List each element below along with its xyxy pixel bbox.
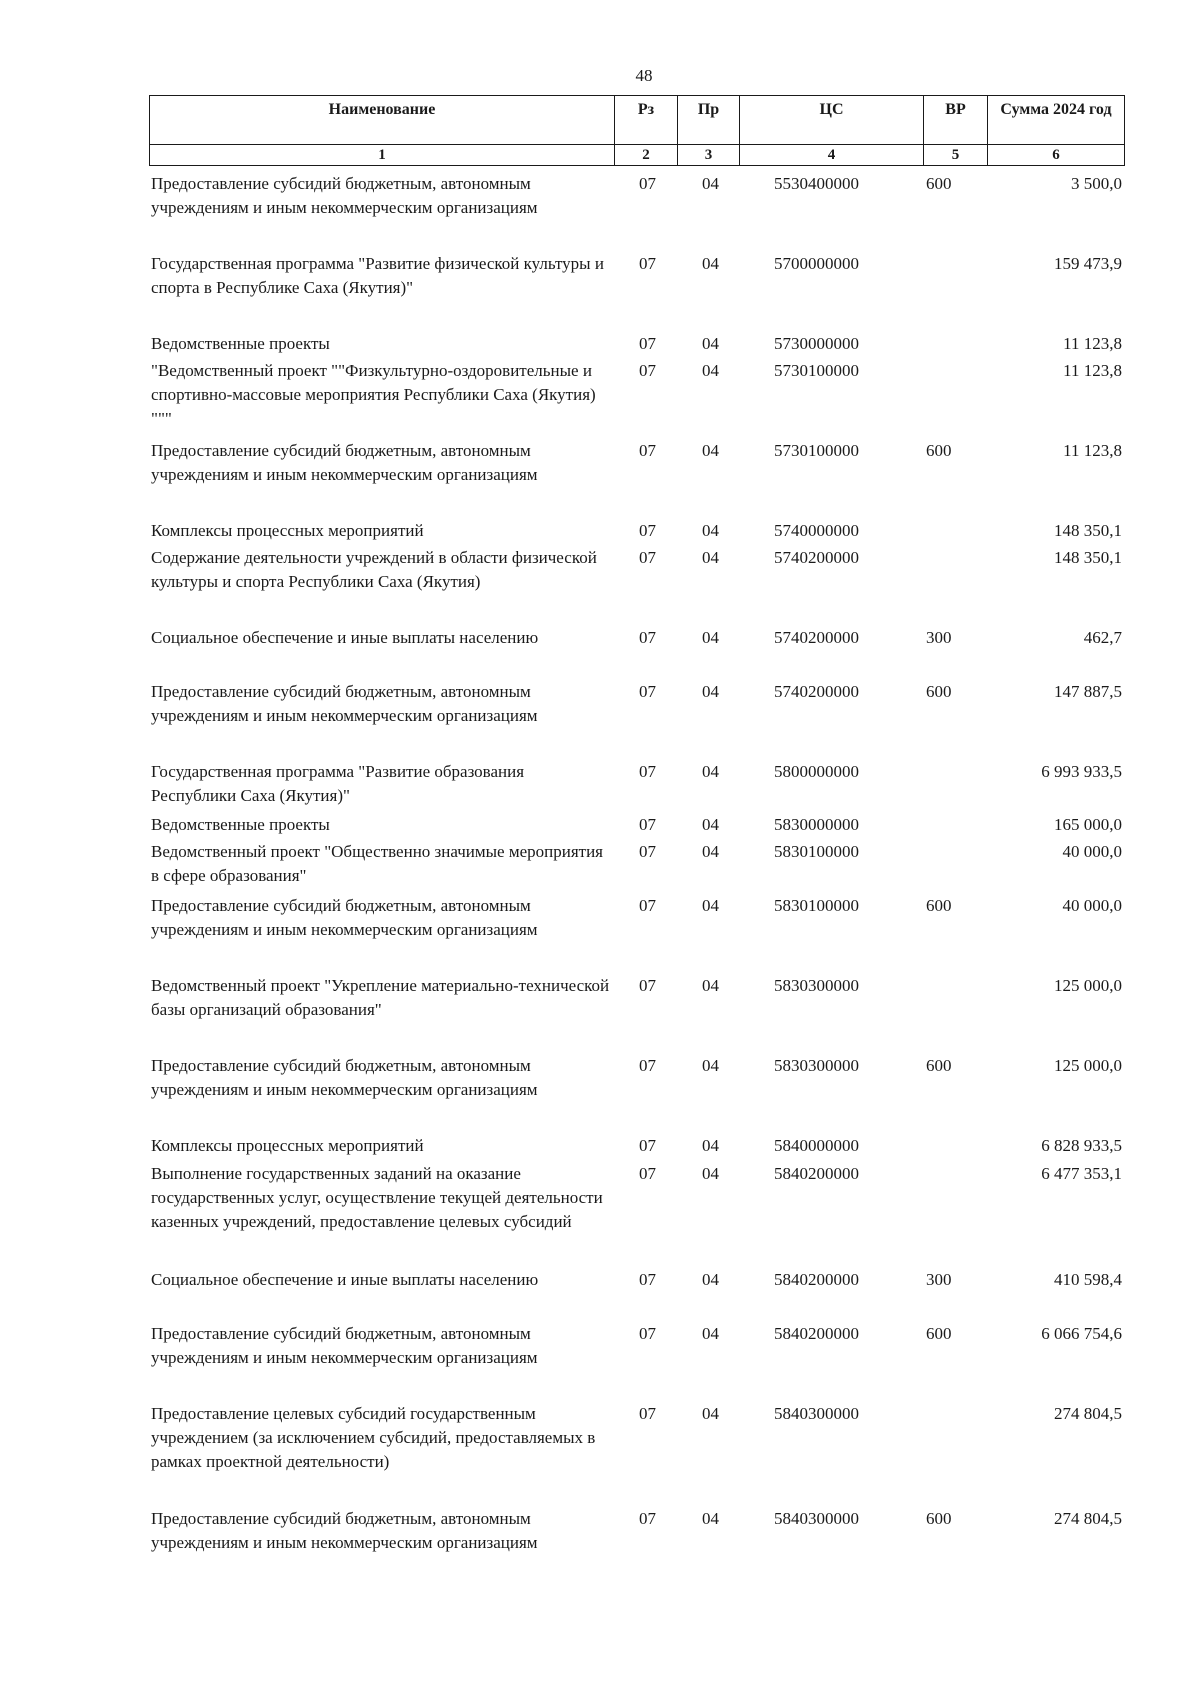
row-sum: 11 123,8 xyxy=(1063,361,1122,380)
row-pr: 04 xyxy=(702,1056,719,1075)
row-cs: 5740200000 xyxy=(774,628,859,647)
row-pr: 04 xyxy=(702,548,719,567)
header-rz: Рз xyxy=(615,96,678,145)
row-sum: 6 066 754,6 xyxy=(1041,1324,1122,1343)
row-vr: 600 xyxy=(926,1056,952,1075)
header-name: Наименование xyxy=(150,96,615,145)
row-rz: 07 xyxy=(639,1136,656,1155)
row-name: Государственная программа "Развитие физической культуры и спорта в Республике Саха (Якутия)" xyxy=(151,254,604,297)
row-rz: 07 xyxy=(639,1509,656,1528)
row-cs: 5740200000 xyxy=(774,548,859,567)
row-cs: 5840300000 xyxy=(774,1404,859,1423)
row-cs: 5840200000 xyxy=(774,1164,859,1183)
row-vr: 300 xyxy=(926,1270,952,1289)
row-sum: 159 473,9 xyxy=(1054,254,1122,273)
row-rz: 07 xyxy=(639,976,656,995)
row-sum: 11 123,8 xyxy=(1063,441,1122,460)
row-rz: 07 xyxy=(639,1164,656,1183)
row-pr: 04 xyxy=(702,1136,719,1155)
row-vr: 600 xyxy=(926,174,952,193)
row-sum: 125 000,0 xyxy=(1054,1056,1122,1075)
row-sum: 410 598,4 xyxy=(1054,1270,1122,1289)
row-pr: 04 xyxy=(702,1164,719,1183)
row-vr: 600 xyxy=(926,896,952,915)
row-sum: 148 350,1 xyxy=(1054,548,1122,567)
row-rz: 07 xyxy=(639,842,656,861)
row-cs: 5840200000 xyxy=(774,1270,859,1289)
row-rz: 07 xyxy=(639,361,656,380)
row-name: Предоставление субсидий бюджетным, автономным учреждениям и иным некоммерческим организациям xyxy=(151,441,538,484)
row-pr: 04 xyxy=(702,762,719,781)
row-vr: 600 xyxy=(926,682,952,701)
row-cs: 5740000000 xyxy=(774,521,859,540)
row-name: Предоставление субсидий бюджетным, автономным учреждениям и иным некоммерческим организациям xyxy=(151,1509,538,1552)
row-pr: 04 xyxy=(702,842,719,861)
row-rz: 07 xyxy=(639,1324,656,1343)
row-rz: 07 xyxy=(639,896,656,915)
row-name: Предоставление субсидий бюджетным, автономным учреждениям и иным некоммерческим организациям xyxy=(151,1056,538,1099)
row-rz: 07 xyxy=(639,441,656,460)
row-rz: 07 xyxy=(639,815,656,834)
row-sum: 462,7 xyxy=(1083,628,1122,647)
row-cs: 5840300000 xyxy=(774,1509,859,1528)
row-sum: 6 993 933,5 xyxy=(1041,762,1122,781)
row-pr: 04 xyxy=(702,896,719,915)
header-number-5: 5 xyxy=(924,145,988,166)
row-name: Предоставление целевых субсидий государственным учреждением (за исключением субсидий, предоставляемых в рамках проектной деятельности) xyxy=(151,1404,596,1471)
header-number-2: 2 xyxy=(615,145,678,166)
row-cs: 5730000000 xyxy=(774,334,859,353)
row-cs: 5730100000 xyxy=(774,361,859,380)
header-pr: Пр xyxy=(678,96,740,145)
row-name: Ведомственные проекты xyxy=(151,815,330,834)
row-sum: 3 500,0 xyxy=(1071,174,1122,193)
row-pr: 04 xyxy=(702,1324,719,1343)
row-name: Ведомственный проект "Укрепление материально-технической базы организаций образования" xyxy=(151,976,610,1019)
row-pr: 04 xyxy=(702,1404,719,1423)
row-name: Ведомственный проект "Общественно значимые мероприятия в сфере образования" xyxy=(151,842,604,885)
row-pr: 04 xyxy=(702,334,719,353)
row-rz: 07 xyxy=(639,762,656,781)
row-rz: 07 xyxy=(639,174,656,193)
row-pr: 04 xyxy=(702,174,719,193)
header-number-4: 4 xyxy=(740,145,924,166)
row-sum: 40 000,0 xyxy=(1062,896,1122,915)
row-pr: 04 xyxy=(702,1270,719,1289)
row-pr: 04 xyxy=(702,682,719,701)
header-cs: ЦС xyxy=(740,96,924,145)
row-cs: 5830300000 xyxy=(774,1056,859,1075)
header-number-6: 6 xyxy=(988,145,1125,166)
row-pr: 04 xyxy=(702,441,719,460)
row-cs: 5700000000 xyxy=(774,254,859,273)
row-name: Социальное обеспечение и иные выплаты населению xyxy=(151,1270,539,1289)
row-sum: 11 123,8 xyxy=(1063,334,1122,353)
row-name: Государственная программа "Развитие образования Республики Саха (Якутия)" xyxy=(151,762,525,805)
row-name: Предоставление субсидий бюджетным, автономным учреждениям и иным некоммерческим организациям xyxy=(151,1324,538,1367)
row-cs: 5730100000 xyxy=(774,441,859,460)
row-pr: 04 xyxy=(702,361,719,380)
row-cs: 5830300000 xyxy=(774,976,859,995)
row-rz: 07 xyxy=(639,521,656,540)
row-name: Комплексы процессных мероприятий xyxy=(151,521,424,540)
row-rz: 07 xyxy=(639,254,656,273)
row-name: Предоставление субсидий бюджетным, автономным учреждениям и иным некоммерческим организациям xyxy=(151,896,538,939)
table-header xyxy=(149,95,1124,166)
row-name: "Ведомственный проект ""Физкультурно-оздоровительные и спортивно-массовые мероприятия Республики Саха (Якутия) """ xyxy=(151,361,596,428)
row-cs: 5830000000 xyxy=(774,815,859,834)
row-pr: 04 xyxy=(702,815,719,834)
row-vr: 600 xyxy=(926,1324,952,1343)
row-cs: 5530400000 xyxy=(774,174,859,193)
row-sum: 6 477 353,1 xyxy=(1041,1164,1122,1183)
row-rz: 07 xyxy=(639,628,656,647)
row-sum: 148 350,1 xyxy=(1054,521,1122,540)
row-sum: 6 828 933,5 xyxy=(1041,1136,1122,1155)
row-pr: 04 xyxy=(702,1509,719,1528)
row-sum: 125 000,0 xyxy=(1054,976,1122,995)
row-cs: 5740200000 xyxy=(774,682,859,701)
row-vr: 600 xyxy=(926,441,952,460)
header-number-1: 1 xyxy=(150,145,615,166)
row-rz: 07 xyxy=(639,1270,656,1289)
row-name: Комплексы процессных мероприятий xyxy=(151,1136,424,1155)
row-name: Предоставление субсидий бюджетным, автономным учреждениям и иным некоммерческим организациям xyxy=(151,682,538,725)
row-name: Содержание деятельности учреждений в области физической культуры и спорта Республики Саха (Якутия) xyxy=(151,548,597,591)
row-cs: 5800000000 xyxy=(774,762,859,781)
row-rz: 07 xyxy=(639,1404,656,1423)
row-sum: 40 000,0 xyxy=(1062,842,1122,861)
row-vr: 600 xyxy=(926,1509,952,1528)
row-pr: 04 xyxy=(702,976,719,995)
row-cs: 5830100000 xyxy=(774,842,859,861)
row-rz: 07 xyxy=(639,1056,656,1075)
header-number-3: 3 xyxy=(678,145,740,166)
row-name: Предоставление субсидий бюджетным, автономным учреждениям и иным некоммерческим организациям xyxy=(151,174,538,217)
row-name: Ведомственные проекты xyxy=(151,334,330,353)
row-rz: 07 xyxy=(639,682,656,701)
row-cs: 5840200000 xyxy=(774,1324,859,1343)
row-sum: 165 000,0 xyxy=(1054,815,1122,834)
row-name: Социальное обеспечение и иные выплаты населению xyxy=(151,628,539,647)
page-number: 48 xyxy=(635,66,653,85)
row-pr: 04 xyxy=(702,628,719,647)
row-vr: 300 xyxy=(926,628,952,647)
row-rz: 07 xyxy=(639,334,656,353)
header-sum: Сумма 2024 год xyxy=(988,96,1125,145)
header-vr: ВР xyxy=(924,96,988,145)
row-name: Выполнение государственных заданий на оказание государственных услуг, осуществление текущей деятельности казенных учреждений, предоставление целевых субсидий xyxy=(151,1164,603,1231)
row-cs: 5830100000 xyxy=(774,896,859,915)
row-pr: 04 xyxy=(702,521,719,540)
row-sum: 147 887,5 xyxy=(1054,682,1122,701)
row-sum: 274 804,5 xyxy=(1054,1509,1122,1528)
row-rz: 07 xyxy=(639,548,656,567)
row-cs: 5840000000 xyxy=(774,1136,859,1155)
row-pr: 04 xyxy=(702,254,719,273)
row-sum: 274 804,5 xyxy=(1054,1404,1122,1423)
